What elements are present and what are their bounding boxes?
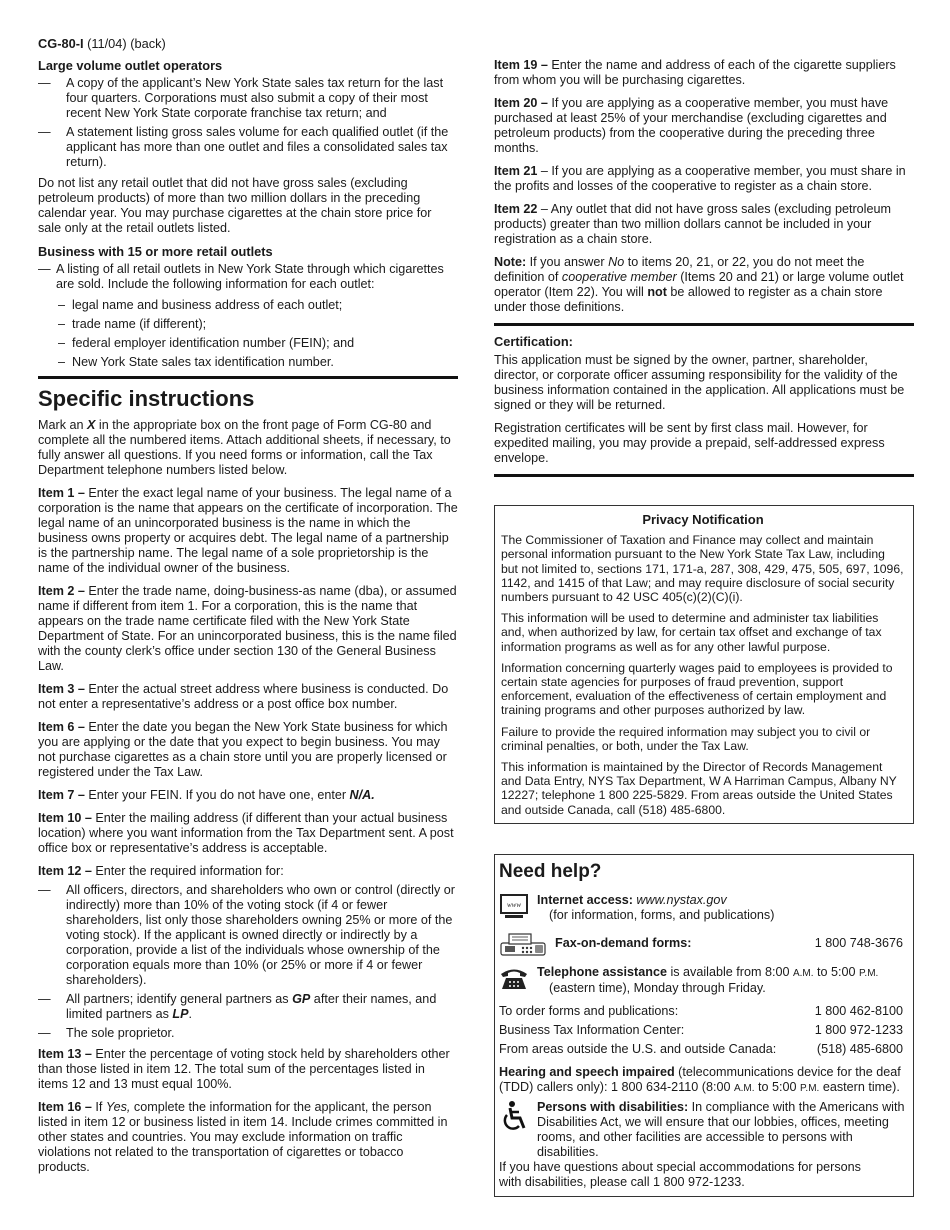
section-divider xyxy=(494,474,914,477)
phone-line-outside: From areas outside the U.S. and outside Canada: (518) 485-6800 xyxy=(499,1041,903,1056)
list-item: – legal name and business address of each outlet; xyxy=(38,298,458,313)
intro-paragraph: Mark an X in the appropriate box on the front page of Form CG-80 and complete all the numbered items. Attach additional sheets, if necessary, to fully answer all questions. If you need forms or information, call the Tax Department telephone numbers listed below. xyxy=(38,418,451,477)
telephone-icon xyxy=(499,965,529,991)
item-6: Item 6 – Enter the date you began the New York State business for which you are applying or the date that you expect to begin business. You may not purchase cigarettes as a chain store until you are properly licensed or registered under the Tax Law. xyxy=(38,720,448,779)
item-13: Item 13 – Enter the percentage of voting stock held by shareholders other than those listed in item 12. The total sum of the percentages listed in items 12 and 13 must equal 100%. xyxy=(38,1047,450,1091)
large-volume-list xyxy=(38,76,458,170)
fax-number: 1 800 748-3676 xyxy=(814,936,903,951)
privacy-title: Privacy Notification xyxy=(642,512,764,527)
list-item: – federal employer identification number (FEIN); and xyxy=(38,336,458,351)
large-volume-note: Do not list any retail outlet that did not have gross sales (excluding petroleum products) of more than two million dollars in the preceding calendar year. You may purchase cigarettes at the chain store price for sale only at the retail outlets listed. xyxy=(38,176,432,235)
list-item: — A statement listing gross sales volume for each qualified outlet (if the applicant has more than one outlet and files a consolidated sales tax return). xyxy=(38,125,458,170)
item-22: Item 22 – Any outlet that did not have gross sales (excluding petroleum products) greater than two million dollars cannot be included in your registration as a chain store. xyxy=(494,202,891,246)
list-item: — A copy of the applicant’s New York State sales tax return for the last four quarters. Corporations must also submit a copy of their most recent New York State corporate franchise tax return; and xyxy=(38,76,458,121)
page-header xyxy=(38,36,166,51)
privacy-notification-box xyxy=(494,505,914,824)
svg-text:www: www xyxy=(506,900,522,909)
right-column xyxy=(494,58,914,1197)
privacy-paragraph: Failure to provide the required information may subject you to civil or criminal penalties, or both, under the Tax Law. xyxy=(501,724,871,753)
left-column xyxy=(38,58,458,1183)
list-item: — A listing of all retail outlets in New York State through which cigarettes are sold. Include the following information for each outlet: xyxy=(38,262,458,292)
item-21: Item 21 – If you are applying as a cooperative member, you must share in the profits and losses of the cooperative to register as a chain store. xyxy=(494,164,906,193)
disabilities-row: Persons with disabilities: In compliance with the Americans with Disabilities Act, we will ensure that our lobbies, offices, meeting rooms, and other facilities are accessible to persons with disabilities. xyxy=(499,1100,909,1160)
form-id: CG-80-I xyxy=(38,36,84,51)
need-help-box xyxy=(494,854,914,1197)
item-2: Item 2 – Enter the trade name, doing-business-as name (dba), or assumed name if different from item 1. For a corporation, this is the name that appears on the trade name certificate filed with the New York State Department of State. For an unincorporated business, this is the name filed with the county clerk’s office under section 130 of the General Business Law. xyxy=(38,584,457,673)
outlet-info-list xyxy=(38,298,458,370)
item-10: Item 10 – Enter the mailing address (if different than your actual business location) where you want information from the Tax Department sent. A post office box or representative’s address is acceptable. xyxy=(38,811,454,855)
certification-paragraph: This application must be signed by the owner, partner, shareholder, director, or corporate officer assuming responsibility for the validity of the business information contained in the application. All applications must be signed or they will be returned. xyxy=(494,353,905,412)
item-20: Item 20 – If you are applying as a cooperative member, you must have purchased at least 25% of your merchandise (excluding cigarettes and petroleum products) from the cooperative during the preceding three months. xyxy=(494,96,889,155)
business-15-heading: Business with 15 or more retail outlets xyxy=(38,244,273,259)
privacy-paragraph: This information is maintained by the Director of Records Management and Data Entry, NYS Tax Department, W A Harriman Campus, Albany NY 12227; telephone 1 800 225-5829. From areas outside the United States and outside Canada, call (518) 485-6800. xyxy=(501,760,897,817)
list-item: – New York State sales tax identification number. xyxy=(38,355,458,370)
privacy-paragraph: The Commissioner of Taxation and Finance may collect and maintain personal information pursuant to the New York State Tax Law, including but not limited to, sections 171, 171-a, 287, 308, 429, 475, 505, 697, 1096, 1142, and 1415 of that Law; and may require disclosure of social security numbers pursuant to 42 USC 405(c)(2)(C)(i). xyxy=(501,533,904,605)
item-19: Item 19 – Enter the name and address of each of the cigarette suppliers from whom you will be purchasing cigarettes. xyxy=(494,58,896,87)
fax-machine-icon xyxy=(499,931,547,957)
phone-line-forms: To order forms and publications: 1 800 462-8100 xyxy=(499,1003,903,1018)
computer-icon xyxy=(499,893,529,919)
disabilities-contact: If you have questions about special accommodations for persons with disabilities, please call 1 800 972-1233. xyxy=(499,1159,861,1189)
list-item: — All officers, directors, and shareholders who own or control (directly or indirectly) more than 10% of the voting stock (if 4 or fewer shareholders, list only those shareholders owning 25% or more of the voting stock). If the applicant is owned directly or indirectly by a corporation, provide a list of the individuals whose ownership of the corporation equals more than 10% (or 25% or more if 4 or fewer shareholders). xyxy=(38,883,458,988)
need-help-title: Need help? xyxy=(499,860,602,882)
wheelchair-icon xyxy=(499,1100,529,1134)
specific-instructions-heading: Specific instructions xyxy=(38,386,255,411)
privacy-paragraph: Information concerning quarterly wages paid to employees is provided to certain state agencies for purposes of fraud prevention, support enforcement, evaluation of the effectiveness of certain employment and training programs and other purposes authorized by law. xyxy=(501,660,893,718)
fax-row: Fax-on-demand forms: 1 800 748-3676 xyxy=(499,931,909,957)
internet-access-row: www Internet access: www.nystax.gov (for information, forms, and publications) xyxy=(499,893,909,923)
list-item: — The sole proprietor. xyxy=(38,1026,458,1041)
certificate-mail-paragraph: Registration certificates will be sent by first class mail. However, for expedited mailing, you may provide a prepaid, self-addressed express envelope. xyxy=(494,421,885,465)
form-version: (11/04) (back) xyxy=(87,36,166,51)
telephone-row: Telephone assistance is available from 8:00 A.M. to 5:00 P.M. (eastern time), Monday through Friday. xyxy=(499,965,909,996)
item-1: Item 1 – Enter the exact legal name of your business. The legal name of a corporation is the name that appears on the certificate of incorporation. The legal name of an unincorporated business is the name in which the business owns property or acquires debt. The legal name of a partnership is the partnership name. The legal name of a sole proprietorship is the name of the individual owner of the business. xyxy=(38,486,458,575)
item-16: Item 16 – If Yes, complete the information for the applicant, the person listed in item 12 or business listed in item 14. Include crimes committed in other states and countries. You may exclude information on traffic violations not related to the transportation of cigarettes or tobacco products. xyxy=(38,1100,448,1174)
certification-heading: Certification: xyxy=(494,334,573,349)
privacy-paragraph: This information will be used to determine and administer tax liabilities and, when authorized by law, for certain tax offset and exchange of tax information programs as well as for any other lawful purpose. xyxy=(501,611,882,654)
website-link[interactable]: www.nystax.gov xyxy=(636,892,727,907)
list-item: – trade name (if different); xyxy=(38,317,458,332)
hearing-impaired-paragraph: Hearing and speech impaired (telecommunications device for the deaf (TDD) callers only): 1 800 634-2110 (8:00 A.M. to 5:00 P.M. eastern time). xyxy=(499,1064,901,1094)
section-divider xyxy=(38,376,458,379)
item-3: Item 3 – Enter the actual street address where business is conducted. Do not enter a representative’s address or a post office box number. xyxy=(38,682,449,711)
list-item: — All partners; identify general partners as GP after their names, and limited partners as LP. xyxy=(38,992,458,1022)
large-volume-heading: Large volume outlet operators xyxy=(38,58,223,73)
business-15-list xyxy=(38,262,458,292)
phone-line-business: Business Tax Information Center: 1 800 972-1233 xyxy=(499,1022,903,1037)
item-12-list xyxy=(38,883,458,1041)
note-paragraph: Note: If you answer No to items 20, 21, or 22, you do not meet the definition of cooperative member (Items 20 and 21) or large volume outlet operator (Item 22). You will not be allowed to register as a chain store under those definitions. xyxy=(494,255,904,314)
section-divider xyxy=(494,323,914,326)
item-7: Item 7 – Enter your FEIN. If you do not have one, enter N/A. xyxy=(38,788,375,802)
item-12: Item 12 – Enter the required information for: xyxy=(38,864,284,878)
